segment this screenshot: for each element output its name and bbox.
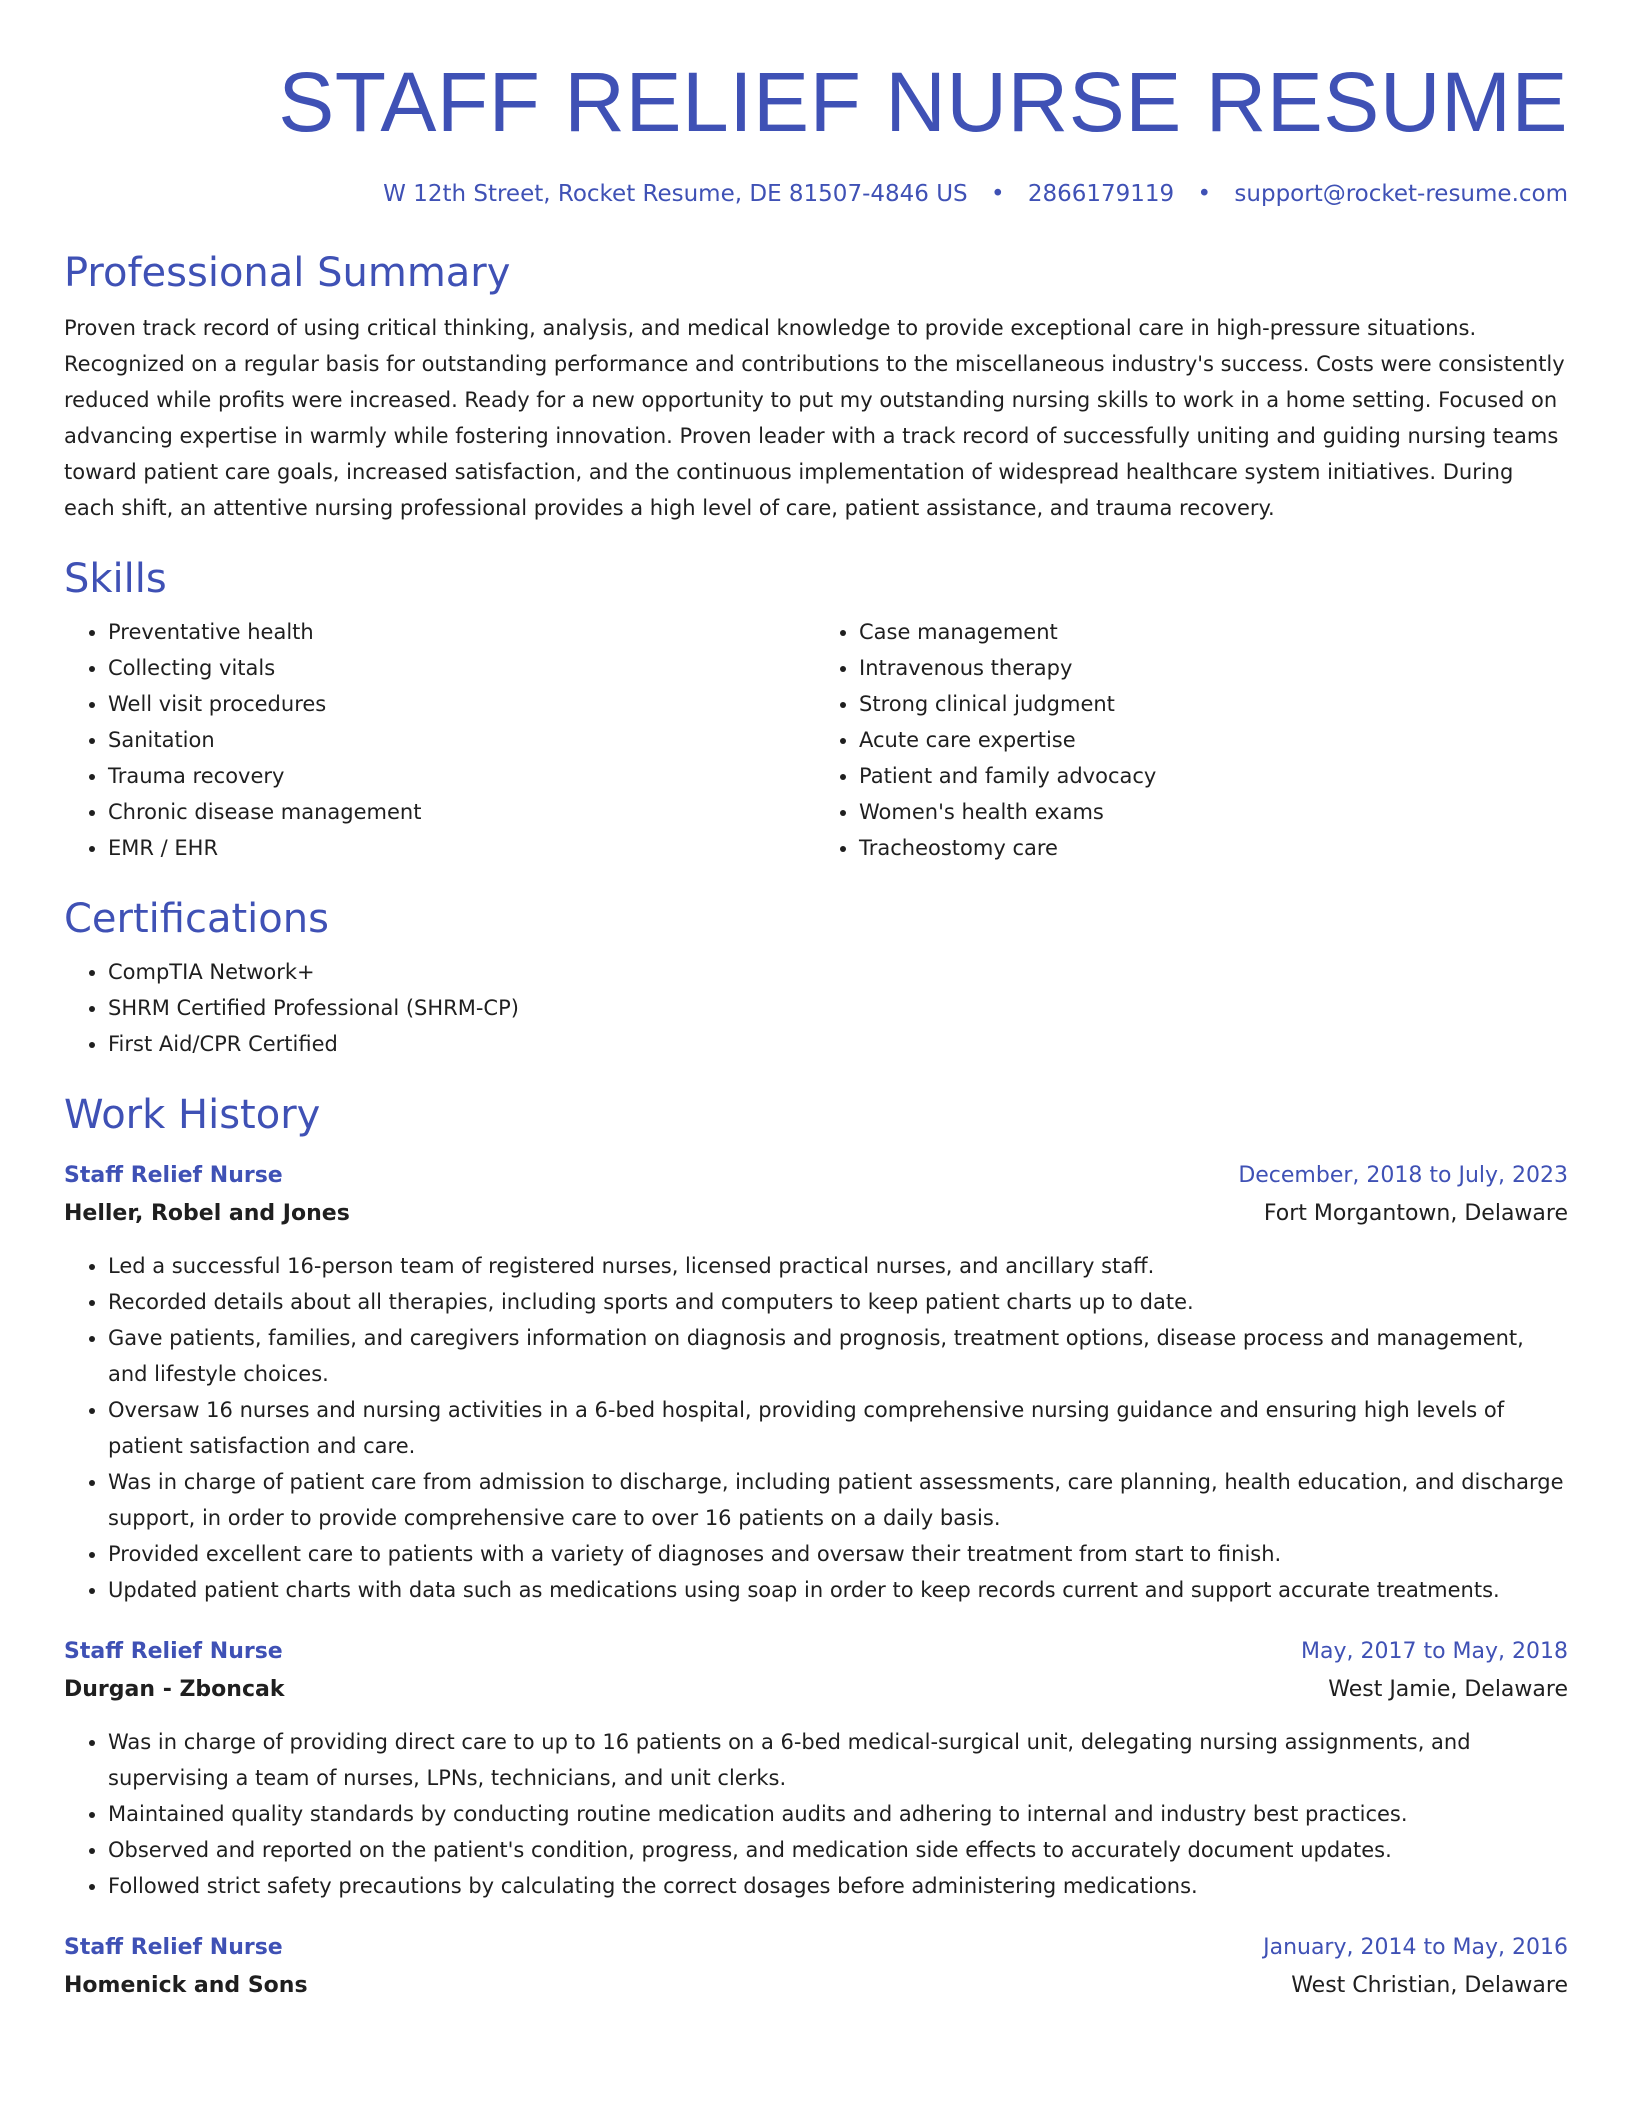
professional-summary-section bbox=[64, 248, 1568, 526]
skill-item: • Intravenous therapy bbox=[859, 650, 1568, 686]
work-history-section bbox=[64, 1090, 1568, 2006]
job-bullet: • Updated patient charts with data such as medications using soap in order to keep records current and support accurate treatments. bbox=[108, 1572, 1568, 1608]
job-subheader-row bbox=[64, 1670, 1568, 1710]
job-header-row bbox=[64, 1930, 1568, 1966]
skill-item: • Chronic disease management bbox=[108, 794, 817, 830]
resume-title: STAFF RELIEF NURSE RESUME bbox=[278, 55, 1568, 149]
job-bullet: • Provided excellent care to patients with a variety of diagnoses and oversaw their treatment from start to finish. bbox=[108, 1536, 1568, 1572]
skill-item: • Trauma recovery bbox=[108, 758, 817, 794]
job-bullet: • Was in charge of patient care from admission to discharge, including patient assessments, care planning, health education, and discharge support, in order to provide comprehensive care to over 16 patients on a daily basis. bbox=[108, 1464, 1568, 1536]
job-company: Homenick and Sons bbox=[64, 1973, 308, 1998]
section-title: Professional Summary bbox=[64, 250, 511, 296]
skill-item: • Preventative health bbox=[108, 614, 817, 650]
job-bullets bbox=[64, 1724, 1568, 1904]
skills-list-left bbox=[64, 614, 817, 866]
job-subheader-row bbox=[64, 1194, 1568, 1234]
summary-text: Proven track record of using critical thinking, analysis, and medical knowledge to provide exceptional care in high-pressure situations. Recognized on a regular basis for outstanding performance and contributions to the miscellaneous industry's success. Costs were consistently reduced while profits were increased. Ready for a new opportunity to put my outstanding nursing skills to work in a home setting. Focused on advancing expertise in warmly while fostering innovation. Proven leader with a track record of successfully uniting and guiding nursing teams toward patient care goals, increased satisfaction, and the continuous implementation of widespread healthcare system initiatives. During each shift, an attentive nursing professional provides a high level of care, patient assistance, and trauma recovery. bbox=[64, 316, 1565, 520]
job-title: Staff Relief Nurse bbox=[64, 1639, 283, 1664]
skill-item: • Women's health exams bbox=[859, 794, 1568, 830]
skills-grid bbox=[64, 614, 1568, 866]
job-subheader-row bbox=[64, 1966, 1568, 2006]
job-entry bbox=[64, 1158, 1568, 1608]
contact-separator: • bbox=[990, 181, 1005, 207]
job-header-row bbox=[64, 1158, 1568, 1194]
job-title: Staff Relief Nurse bbox=[64, 1163, 283, 1188]
skill-item: • Acute care expertise bbox=[859, 722, 1568, 758]
job-location: West Jamie, Delaware bbox=[1328, 1677, 1568, 1702]
job-bullet: • Was in charge of providing direct care to up to 16 patients on a 6-bed medical-surgical unit, delegating nursing assignments, and supervising a team of nurses, LPNs, technicians, and unit clerks. bbox=[108, 1724, 1568, 1796]
section-title: Certifications bbox=[64, 896, 329, 942]
job-title: Staff Relief Nurse bbox=[64, 1935, 283, 1960]
certification-item: • SHRM Certified Professional (SHRM-CP) bbox=[108, 990, 1568, 1026]
certification-item: • First Aid/CPR Certified bbox=[108, 1026, 1568, 1062]
skill-item: • Case management bbox=[859, 614, 1568, 650]
job-bullet: • Maintained quality standards by conducting routine medication audits and adhering to internal and industry best practices. bbox=[108, 1796, 1568, 1832]
job-company: Durgan - Zboncak bbox=[64, 1677, 285, 1702]
skill-item: • Tracheostomy care bbox=[859, 830, 1568, 866]
resume-header bbox=[64, 0, 1568, 210]
job-bullet: • Followed strict safety precautions by calculating the correct dosages before administering medications. bbox=[108, 1868, 1568, 1904]
section-title: Skills bbox=[64, 556, 167, 602]
skill-item: • Well visit procedures bbox=[108, 686, 817, 722]
contact-separator: • bbox=[1197, 181, 1212, 207]
contact-email: support@rocket-resume.com bbox=[1234, 181, 1568, 207]
job-bullet: • Led a successful 16-person team of registered nurses, licensed practical nurses, and ancillary staff. bbox=[108, 1248, 1568, 1284]
certifications-section bbox=[64, 894, 1568, 1062]
contact-phone: 2866179119 bbox=[1027, 181, 1175, 207]
skill-item: • Sanitation bbox=[108, 722, 817, 758]
skill-item: • Strong clinical judgment bbox=[859, 686, 1568, 722]
section-title: Work History bbox=[64, 1092, 321, 1138]
job-entry bbox=[64, 1634, 1568, 1904]
certifications-list bbox=[64, 954, 1568, 1062]
contact-info bbox=[64, 178, 1568, 210]
job-bullet: • Oversaw 16 nurses and nursing activities in a 6-bed hospital, providing comprehensive nursing guidance and ensuring high levels of patient satisfaction and care. bbox=[108, 1392, 1568, 1464]
job-bullet: • Observed and reported on the patient's condition, progress, and medication side effects to accurately document updates. bbox=[108, 1832, 1568, 1868]
skills-list-right bbox=[817, 614, 1568, 866]
job-dates: May, 2017 to May, 2018 bbox=[1301, 1639, 1568, 1664]
skill-item: • EMR / EHR bbox=[108, 830, 817, 866]
job-dates: January, 2014 to May, 2016 bbox=[1263, 1935, 1568, 1960]
job-bullets bbox=[64, 1248, 1568, 1608]
job-entry bbox=[64, 1930, 1568, 2006]
job-header-row bbox=[64, 1634, 1568, 1670]
job-location: West Christian, Delaware bbox=[1291, 1973, 1568, 1998]
job-bullet: • Gave patients, families, and caregivers information on diagnosis and prognosis, treatment options, disease process and management, and lifestyle choices. bbox=[108, 1320, 1568, 1392]
skills-section bbox=[64, 554, 1568, 866]
certification-item: • CompTIA Network+ bbox=[108, 954, 1568, 990]
skill-item: • Collecting vitals bbox=[108, 650, 817, 686]
job-company: Heller, Robel and Jones bbox=[64, 1201, 350, 1226]
contact-address: W 12th Street, Rocket Resume, DE 81507-4846 US bbox=[383, 181, 968, 207]
job-dates: December, 2018 to July, 2023 bbox=[1238, 1163, 1568, 1188]
job-bullet: • Recorded details about all therapies, including sports and computers to keep patient charts up to date. bbox=[108, 1284, 1568, 1320]
job-location: Fort Morgantown, Delaware bbox=[1263, 1201, 1568, 1226]
skill-item: • Patient and family advocacy bbox=[859, 758, 1568, 794]
